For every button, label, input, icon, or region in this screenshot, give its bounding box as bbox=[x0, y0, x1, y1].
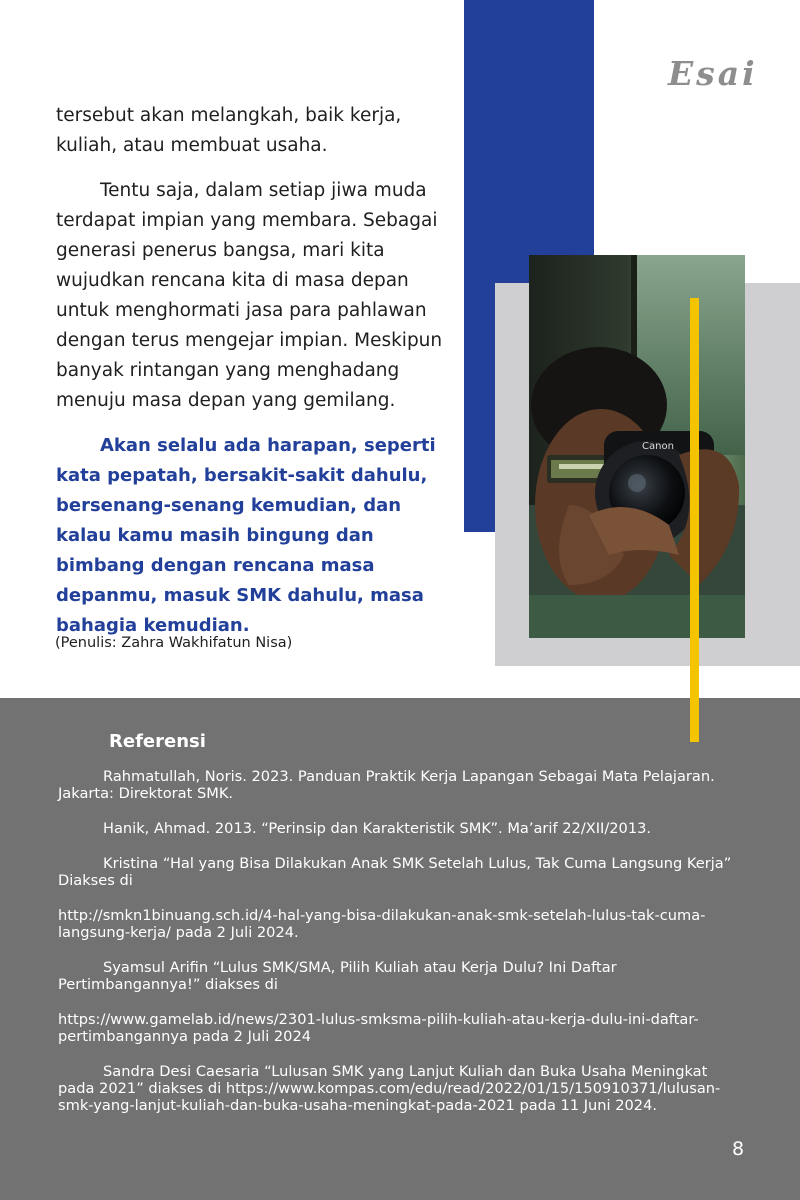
svg-text:Canon: Canon bbox=[642, 441, 674, 452]
section-tag: Esai bbox=[668, 54, 758, 93]
reference-item: https://www.gamelab.id/news/2301-lulus-smksma-pilih-kuliah-atau-kerja-dulu-ini-daftar-pertimbangannya pada 2 Juli 2024 bbox=[58, 1011, 699, 1045]
paragraph-2: Tentu saja, dalam setiap jiwa muda terdapat impian yang membara. Sebagai generasi penerus bangsa, mari kita wujudkan rencana kita di masa depan untuk menghormati jasa para pahlawan dengan terus mengejar impian. Meskipun banyak rintangan yang menghadang menuju masa depan yang gemilang. bbox=[56, 180, 443, 411]
author-credit: (Penulis: Zahra Wakhifatun Nisa) bbox=[55, 635, 293, 651]
student-camera-photo bbox=[529, 255, 745, 638]
references-panel bbox=[0, 698, 800, 1200]
essay-body bbox=[56, 101, 451, 656]
reference-item: Sandra Desi Caesaria “Lulusan SMK yang Lanjut Kuliah dan Buka Usaha Meningkat pada 2021” diakses di https://www.kompas.com/edu/read/2022/01/15/150910371/lulusan-smk-yang-lanjut-kuliah-dan-buka-usaha-meningkat-pada-2021 pada 11 Juni 2024. bbox=[58, 1063, 721, 1114]
reference-item: http://smkn1binuang.sch.id/4-hal-yang-bisa-dilakukan-anak-smk-setelah-lulus-tak-cuma-langsung-kerja/ pada 2 Juli 2024. bbox=[58, 907, 706, 941]
references-list bbox=[58, 768, 734, 1132]
highlight-quote: Akan selalu ada harapan, seperti kata pepatah, bersakit-sakit dahulu, bersenang-senang kemudian, dan kalau kamu masih bingung dan bimbang dengan rencana masa depanmu, masuk SMK dahulu, masa bahagia kemudian. bbox=[56, 435, 436, 636]
page-number: 8 bbox=[732, 1138, 745, 1160]
reference-item: Hanik, Ahmad. 2013. “Perinsip dan Karakteristik SMK”. Ma’arif 22/XII/2013. bbox=[103, 820, 652, 837]
paragraph-1: tersebut akan melangkah, baik kerja, kuliah, atau membuat usaha. bbox=[56, 105, 402, 156]
reference-item: Kristina “Hal yang Bisa Dilakukan Anak SMK Setelah Lulus, Tak Cuma Langsung Kerja” Diakses di bbox=[58, 855, 732, 889]
references-title: Referensi bbox=[109, 731, 206, 752]
reference-item: Syamsul Arifin “Lulus SMK/SMA, Pilih Kuliah atau Kerja Dulu? Ini Daftar Pertimbangannya!” diakses di bbox=[58, 959, 617, 993]
yellow-accent-line bbox=[690, 298, 699, 742]
reference-item: Rahmatullah, Noris. 2023. Panduan Praktik Kerja Lapangan Sebagai Mata Pelajaran. Jakarta: Direktorat SMK. bbox=[58, 768, 715, 802]
